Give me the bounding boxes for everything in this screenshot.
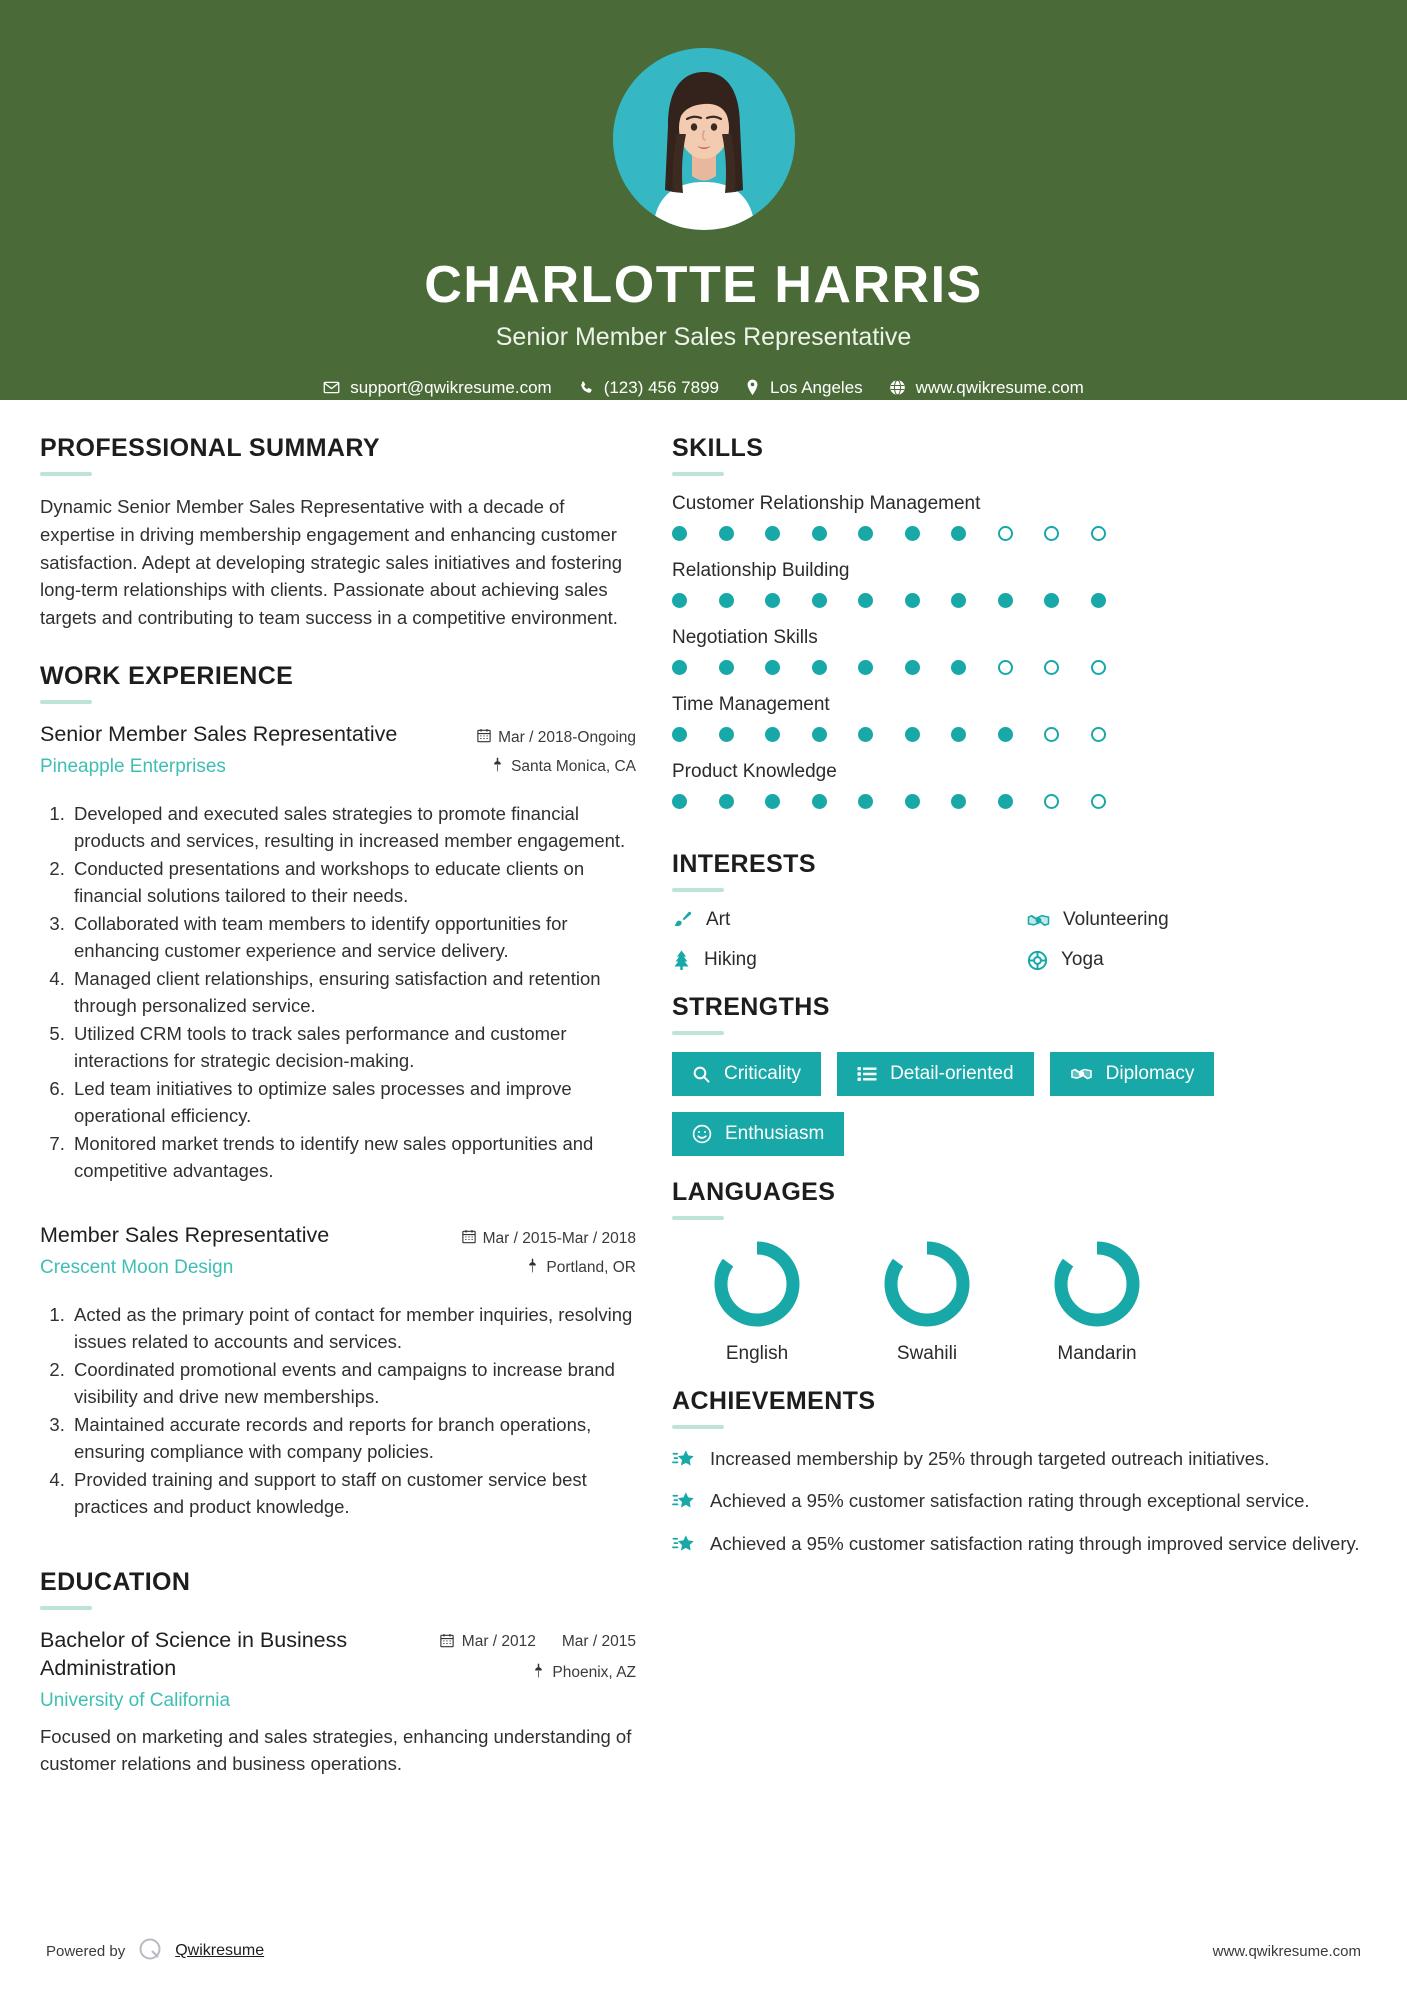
- skill-rating: [672, 727, 1372, 742]
- skill-dot-filled: [951, 526, 966, 541]
- left-column: [40, 434, 636, 1778]
- strength-label: Diplomacy: [1105, 1063, 1195, 1084]
- skill-dot-empty: [998, 660, 1013, 675]
- skill-dot-filled: [765, 526, 780, 541]
- tree-icon: [672, 949, 691, 971]
- section-title-achievements: ACHIEVEMENTS: [672, 1387, 876, 1415]
- list-item: 1. Acted as the primary point of contact for member inquiries, resolving issues related to accounts and services.: [70, 1301, 636, 1355]
- smiley-icon: [692, 1124, 712, 1144]
- skill-rating: [672, 660, 1372, 675]
- shooting-star-icon: [672, 1531, 696, 1556]
- footer-powered-by-label: Powered by: [46, 1942, 126, 1960]
- list-item: 2. Coordinated promotional events and campaigns to increase brand visibility and drive new memberships.: [70, 1356, 636, 1410]
- interest-item-art: [672, 909, 1017, 931]
- strength-chip-diplomacy: [1050, 1052, 1215, 1096]
- education-location: Phoenix, AZ: [552, 1663, 636, 1681]
- skill-dot-filled: [719, 593, 734, 608]
- handshake-icon: [1027, 910, 1050, 931]
- section-rule: [672, 472, 724, 476]
- skill-dot-filled: [905, 727, 920, 742]
- achievement-item: [672, 1488, 1372, 1514]
- section-work-experience: [40, 662, 636, 1520]
- skill-dot-empty: [1091, 526, 1106, 541]
- search-icon: [692, 1065, 711, 1084]
- skill-dot-filled: [672, 794, 687, 809]
- experience-bullets: [40, 1301, 636, 1520]
- skill-dot-empty: [998, 526, 1013, 541]
- experience-role: Senior Member Sales Representative: [40, 721, 398, 746]
- skill-dot-filled: [858, 727, 873, 742]
- qwikresume-logo-icon: [137, 1936, 163, 1966]
- interest-label: Volunteering: [1063, 909, 1169, 930]
- interest-item-yoga: [1027, 949, 1372, 971]
- skill-dot-filled: [1044, 593, 1059, 608]
- education-degree: Bachelor of Science in Business Administration: [40, 1627, 348, 1680]
- list-item: 4. Managed client relationships, ensuring satisfaction and retention through personalized service.: [70, 965, 636, 1019]
- skill-dot-filled: [998, 794, 1013, 809]
- page-title: CHARLOTTE HARRIS: [424, 256, 983, 314]
- skill-dot-filled: [672, 727, 687, 742]
- skill-dot-filled: [951, 660, 966, 675]
- map-pin-icon: [532, 1663, 545, 1683]
- interest-item-hiking: [672, 949, 1017, 971]
- education-description: Focused on marketing and sales strategies, enhancing understanding of customer relations and business operations.: [40, 1725, 632, 1775]
- phone-icon: [578, 380, 594, 396]
- map-pin-icon: [491, 757, 504, 777]
- experience-company: Crescent Moon Design: [40, 1256, 234, 1278]
- interest-label: Yoga: [1061, 949, 1104, 970]
- calendar-icon: [440, 1633, 454, 1653]
- skill-dot-filled: [951, 727, 966, 742]
- skill-dot-filled: [672, 660, 687, 675]
- skill-dot-filled: [905, 794, 920, 809]
- language-item-mandarin: [1012, 1237, 1182, 1365]
- section-rule: [40, 472, 92, 476]
- skill-dot-filled: [812, 727, 827, 742]
- contact-website[interactable]: [889, 378, 1084, 398]
- skill-item: [672, 761, 1372, 809]
- language-item-english: [672, 1237, 842, 1365]
- achievement-item: [672, 1446, 1372, 1472]
- skill-dot-filled: [905, 526, 920, 541]
- experience-location: Portland, OR: [546, 1258, 636, 1276]
- experience-company: Pineapple Enterprises: [40, 755, 226, 777]
- experience-location: Santa Monica, CA: [511, 757, 636, 775]
- experience-dates: Mar / 2018-Ongoing: [498, 728, 636, 746]
- education-location-row: [440, 1663, 636, 1683]
- contact-phone-text: (123) 456 7899: [603, 377, 720, 397]
- experience-location-row: [477, 757, 636, 777]
- achievement-text: Achieved a 95% customer satisfaction rating through improved service delivery.: [710, 1532, 1360, 1554]
- achievement-text: Increased membership by 25% through targeted outreach initiatives.: [710, 1448, 1270, 1469]
- achievement-item: [672, 1531, 1372, 1557]
- interest-label: Art: [706, 909, 731, 930]
- skill-item: [672, 560, 1372, 608]
- section-rule: [672, 1031, 724, 1035]
- section-professional-summary: [40, 434, 636, 632]
- strength-label: Detail-oriented: [890, 1063, 1014, 1084]
- section-title-summary: PROFESSIONAL SUMMARY: [40, 434, 380, 462]
- skill-dot-filled: [998, 727, 1013, 742]
- section-rule: [40, 700, 92, 704]
- location-pin-icon: [745, 379, 760, 396]
- shooting-star-icon: [672, 1446, 696, 1471]
- list-item: 3. Collaborated with team members to identify opportunities for enhancing customer experience and service delivery.: [70, 910, 636, 964]
- skill-dot-filled: [1091, 593, 1106, 608]
- strength-label: Criticality: [724, 1063, 802, 1084]
- list-item: 2. Conducted presentations and workshops to educate clients on financial solutions tailored to their needs.: [70, 855, 636, 909]
- skill-dot-filled: [719, 727, 734, 742]
- experience-dates-row: [462, 1229, 636, 1249]
- strength-chip-enthusiasm: [672, 1112, 844, 1156]
- footer-brand-link[interactable]: Qwikresume: [175, 1942, 265, 1959]
- section-rule: [672, 1425, 724, 1429]
- skill-dot-filled: [765, 593, 780, 608]
- skill-dot-filled: [812, 593, 827, 608]
- footer-website[interactable]: www.qwikresume.com: [1212, 1942, 1361, 1960]
- section-rule: [672, 1216, 724, 1220]
- skill-dot-filled: [765, 660, 780, 675]
- section-achievements: [672, 1387, 1372, 1557]
- skill-label: Customer Relationship Management: [672, 493, 981, 514]
- resume-header: [0, 0, 1407, 400]
- job-title: Senior Member Sales Representative: [495, 322, 912, 351]
- resume-body: [0, 400, 1407, 1778]
- contact-website-text: www.qwikresume.com: [915, 377, 1084, 397]
- interest-item-volunteering: [1027, 909, 1372, 931]
- section-title-skills: SKILLS: [672, 434, 764, 462]
- section-skills: [672, 434, 1372, 809]
- language-ring: [880, 1237, 974, 1331]
- section-title-work: WORK EXPERIENCE: [40, 661, 294, 690]
- calendar-icon: [477, 728, 491, 748]
- language-item-swahili: [842, 1237, 1012, 1365]
- skill-dot-filled: [812, 794, 827, 809]
- page-footer: [0, 1912, 1407, 1990]
- skill-dot-filled: [672, 526, 687, 541]
- summary-text: Dynamic Senior Member Sales Representative with a decade of expertise in driving membership engagement and enhancing customer satisfaction. Adept at developing strategic sales initiatives and fostering long-term relationships with clients. Passionate about achieving sales targets and contributing to team success in a competitive environment.: [40, 496, 623, 628]
- skill-dot-filled: [719, 660, 734, 675]
- experience-location-row: [462, 1258, 636, 1278]
- skill-dot-filled: [765, 794, 780, 809]
- language-ring: [1050, 1237, 1144, 1331]
- skill-item: [672, 627, 1372, 675]
- strength-label: Enthusiasm: [725, 1123, 825, 1144]
- education-date-end: Mar / 2015: [561, 1633, 636, 1651]
- list-item: 5. Utilized CRM tools to track sales performance and customer interactions for strategic decision-making.: [70, 1020, 636, 1074]
- contact-location-text: Los Angeles: [770, 377, 863, 397]
- interest-label: Hiking: [704, 949, 757, 970]
- language-label: English: [725, 1343, 789, 1364]
- skill-dot-filled: [812, 526, 827, 541]
- experience-dates-row: [477, 728, 636, 748]
- skill-rating: [672, 593, 1372, 608]
- experience-dates: Mar / 2015-Mar / 2018: [482, 1229, 636, 1247]
- avatar: [613, 48, 795, 230]
- experience-bullets: [40, 800, 636, 1184]
- education-item: [40, 1627, 636, 1778]
- globe-icon: [889, 379, 906, 396]
- skill-label: Negotiation Skills: [672, 627, 818, 648]
- experience-role: Member Sales Representative: [40, 1222, 330, 1247]
- section-title-interests: INTERESTS: [672, 850, 816, 878]
- skill-label: Time Management: [672, 694, 830, 715]
- right-column: [672, 434, 1372, 1778]
- calendar-icon: [462, 1229, 476, 1249]
- skill-dot-empty: [1044, 727, 1059, 742]
- education-school: University of California: [40, 1689, 231, 1711]
- section-languages: [672, 1178, 1372, 1365]
- skill-dot-empty: [1091, 727, 1106, 742]
- skill-dot-empty: [1044, 526, 1059, 541]
- skill-dot-filled: [719, 526, 734, 541]
- skill-item: [672, 493, 1372, 541]
- skill-dot-filled: [905, 593, 920, 608]
- skill-dot-filled: [812, 660, 827, 675]
- contact-row: [323, 378, 1084, 398]
- section-title-strengths: STRENGTHS: [672, 993, 830, 1021]
- skill-dot-empty: [1091, 794, 1106, 809]
- contact-location: [745, 378, 863, 398]
- section-rule: [672, 888, 724, 892]
- language-label: Mandarin: [1057, 1343, 1137, 1364]
- strength-chip-detail-oriented: [837, 1052, 1034, 1096]
- experience-item: [40, 721, 636, 1184]
- language-ring: [710, 1237, 804, 1331]
- lifebuoy-icon: [1027, 950, 1048, 971]
- section-title-languages: LANGUAGES: [672, 1178, 836, 1206]
- skill-dot-filled: [765, 727, 780, 742]
- education-dates-row: [440, 1633, 636, 1653]
- achievement-text: Achieved a 95% customer satisfaction rating through exceptional service.: [710, 1490, 1310, 1512]
- contact-phone[interactable]: [578, 378, 719, 398]
- skill-label: Product Knowledge: [672, 761, 837, 782]
- shooting-star-icon: [672, 1488, 696, 1513]
- list-icon: [857, 1065, 877, 1083]
- skill-dot-filled: [858, 660, 873, 675]
- skill-rating: [672, 526, 1372, 541]
- skill-item: [672, 694, 1372, 742]
- contact-email[interactable]: [323, 378, 552, 398]
- list-item: 4. Provided training and support to staff on customer service best practices and product knowledge.: [70, 1466, 636, 1520]
- skill-dot-empty: [1044, 660, 1059, 675]
- skill-dot-filled: [858, 794, 873, 809]
- handshake-icon: [1070, 1064, 1093, 1084]
- paintbrush-icon: [672, 910, 693, 931]
- skill-rating: [672, 794, 1372, 809]
- list-item: 3. Maintained accurate records and reports for branch operations, ensuring compliance with company policies.: [70, 1411, 636, 1465]
- skill-dot-filled: [858, 593, 873, 608]
- skill-dot-filled: [951, 593, 966, 608]
- skill-dot-filled: [858, 526, 873, 541]
- skill-dot-filled: [951, 794, 966, 809]
- section-education: [40, 1568, 636, 1778]
- skill-dot-filled: [905, 660, 920, 675]
- list-item: 1. Developed and executed sales strategies to promote financial products and services, resulting in increased member engagement.: [70, 800, 636, 854]
- section-rule: [40, 1606, 92, 1610]
- envelope-icon: [323, 379, 340, 396]
- skill-dot-empty: [1044, 794, 1059, 809]
- map-pin-icon: [526, 1258, 539, 1278]
- skill-dot-filled: [998, 593, 1013, 608]
- strength-chip-criticality: [672, 1052, 821, 1096]
- skill-dot-filled: [672, 593, 687, 608]
- list-item: 6. Led team initiatives to optimize sales processes and improve operational efficiency.: [70, 1075, 636, 1129]
- list-item: 7. Monitored market trends to identify new sales opportunities and competitive advantages.: [70, 1130, 636, 1184]
- language-label: Swahili: [896, 1343, 958, 1364]
- skill-dot-filled: [719, 794, 734, 809]
- skill-label: Relationship Building: [672, 560, 850, 581]
- contact-email-text: support@qwikresume.com: [350, 377, 552, 397]
- experience-item: [40, 1222, 636, 1520]
- section-title-education: EDUCATION: [40, 1567, 191, 1596]
- section-interests: [672, 850, 1372, 971]
- skill-dot-empty: [1091, 660, 1106, 675]
- section-strengths: [672, 993, 1372, 1156]
- education-date-start: Mar / 2012: [461, 1633, 536, 1651]
